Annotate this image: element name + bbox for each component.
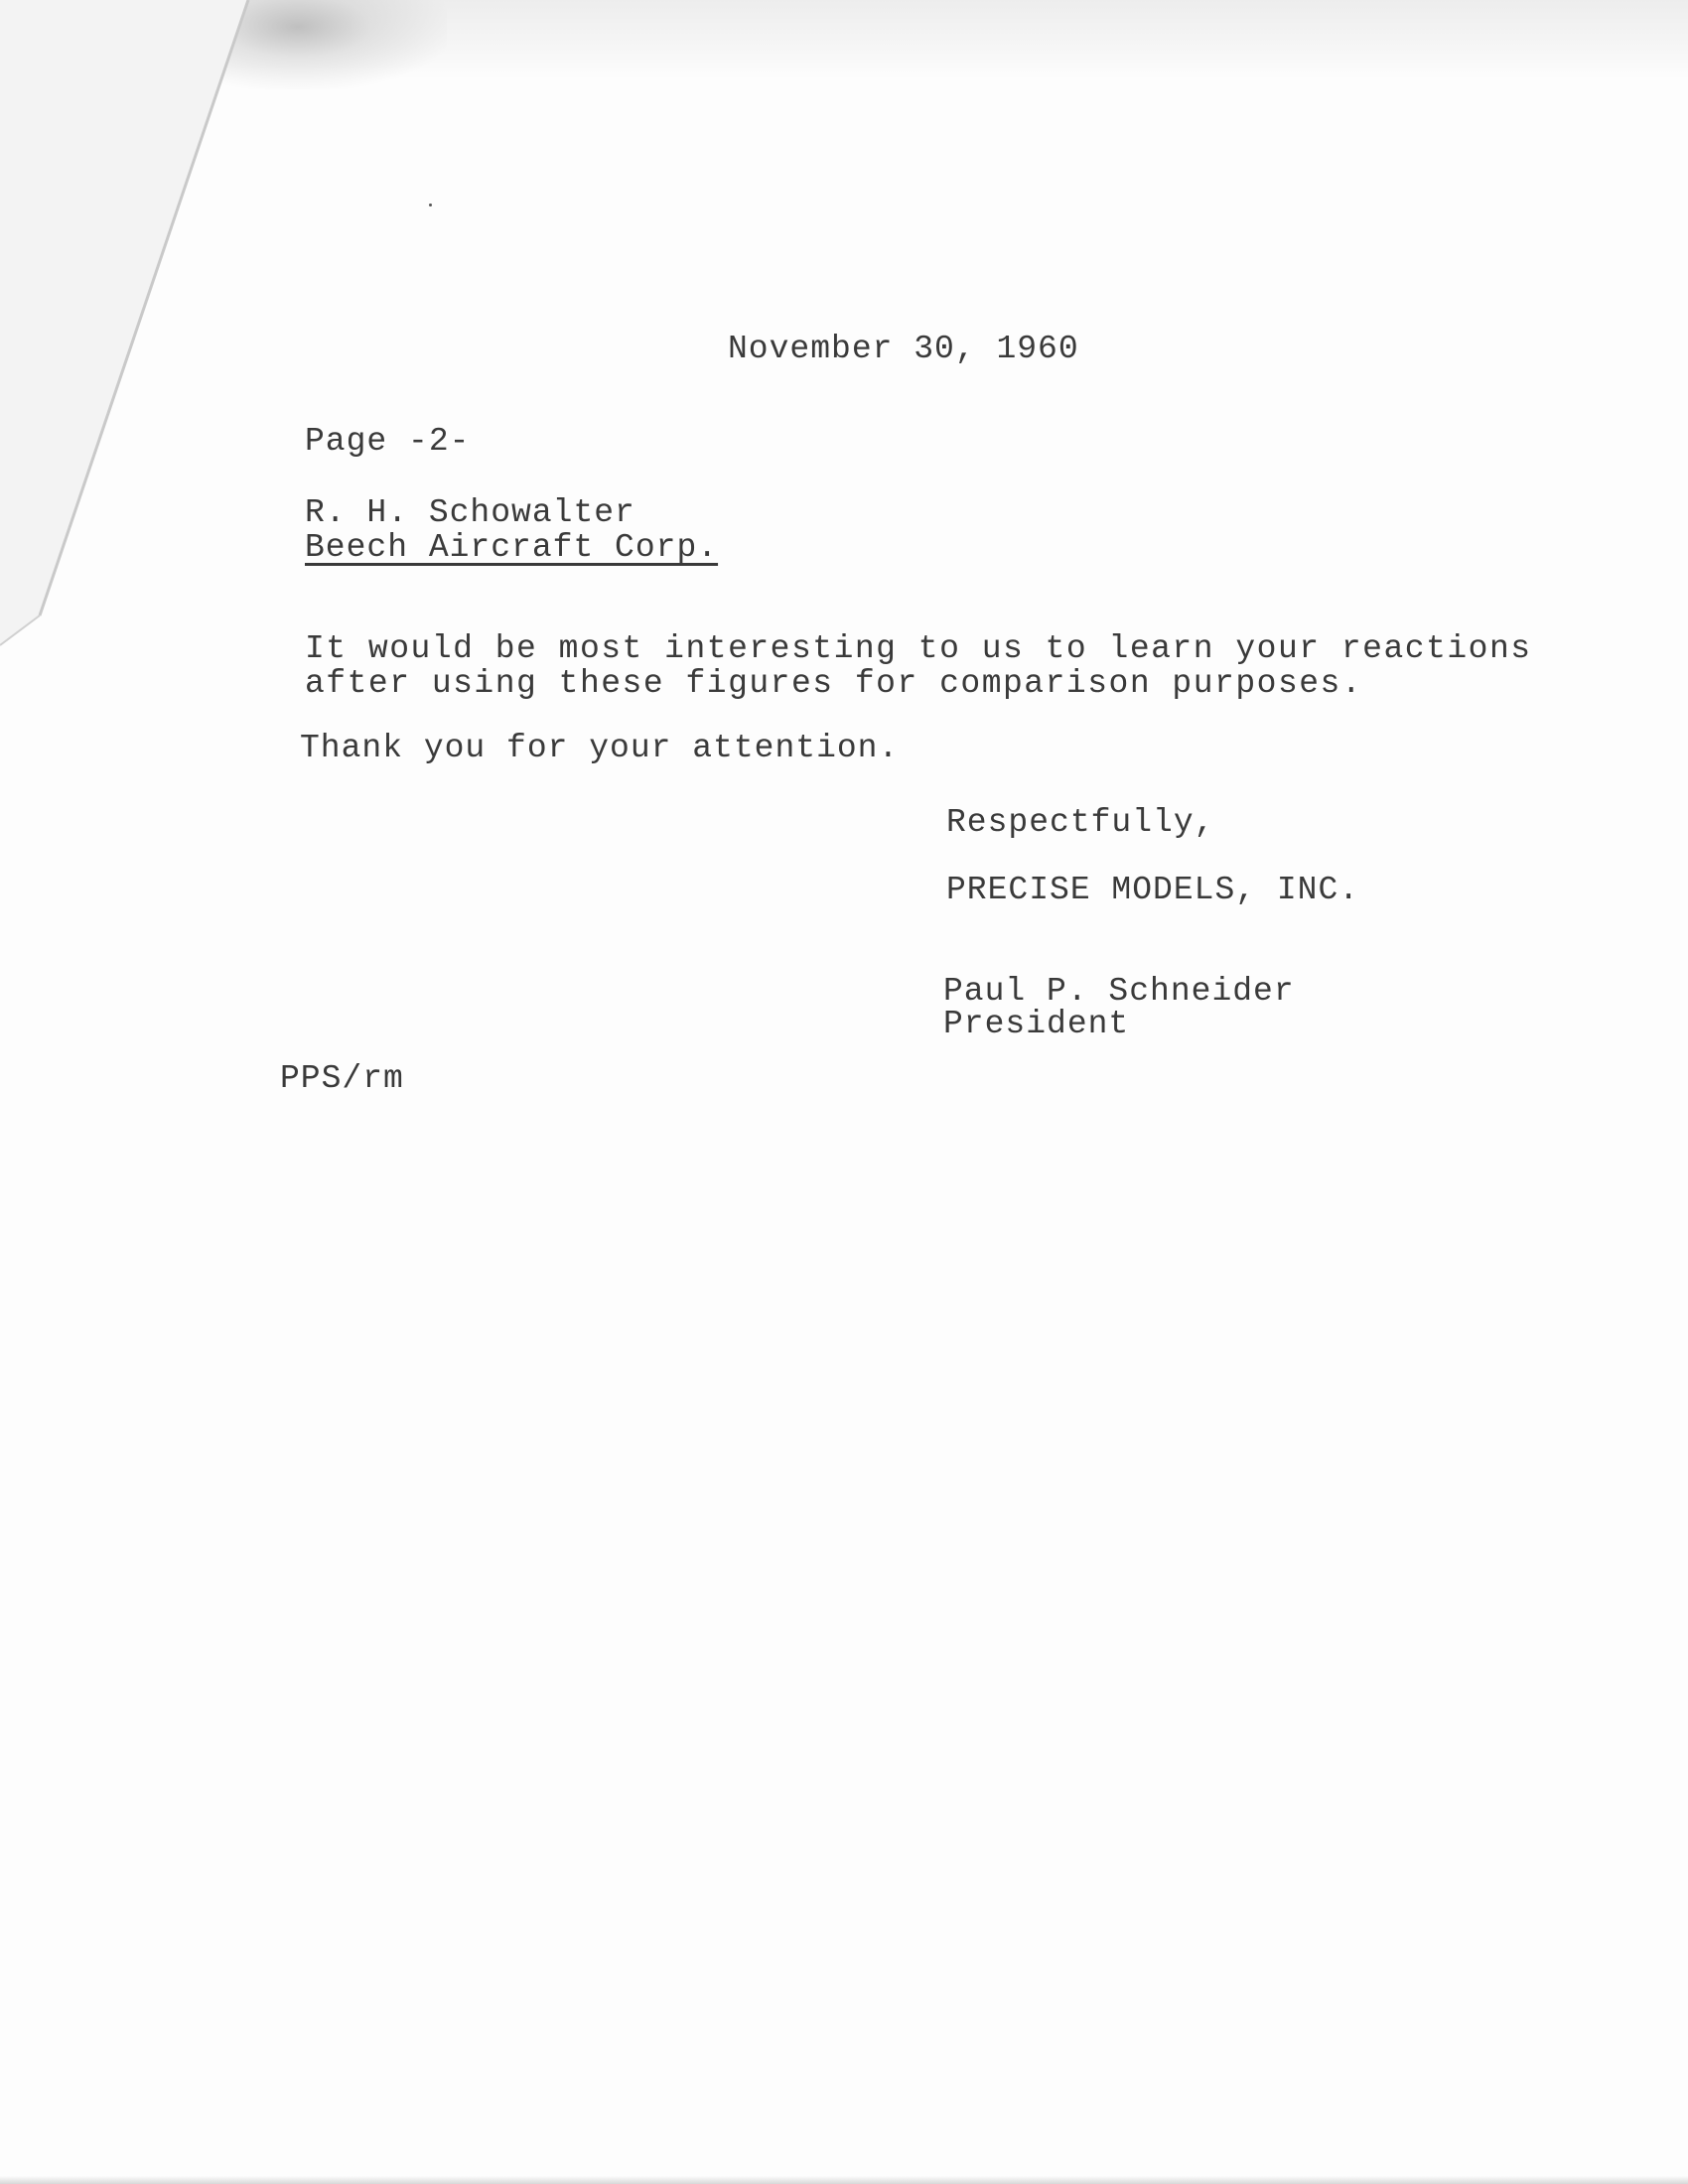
body-line: after using these figures for comparison purposes. xyxy=(305,665,1363,702)
signer-name: Paul P. Schneider xyxy=(943,973,1295,1010)
ink-speck xyxy=(429,204,432,206)
company-name: PRECISE MODELS, INC. xyxy=(946,872,1360,908)
thanks-line: Thank you for your attention. xyxy=(300,730,900,766)
reference-initials: PPS/rm xyxy=(280,1060,404,1097)
body-line: It would be most interesting to us to learn your reactions xyxy=(305,630,1532,667)
scan-bottom-edge xyxy=(0,2176,1688,2184)
page-number: Page -2- xyxy=(305,423,471,460)
recipient-company: Beech Aircraft Corp. xyxy=(305,529,719,566)
letter-date: November 30, 1960 xyxy=(728,331,1079,367)
folded-corner-edge xyxy=(0,0,298,675)
closing: Respectfully, xyxy=(946,804,1215,841)
signer-title: President xyxy=(943,1006,1130,1042)
recipient-name: R. H. Schowalter xyxy=(305,494,635,531)
